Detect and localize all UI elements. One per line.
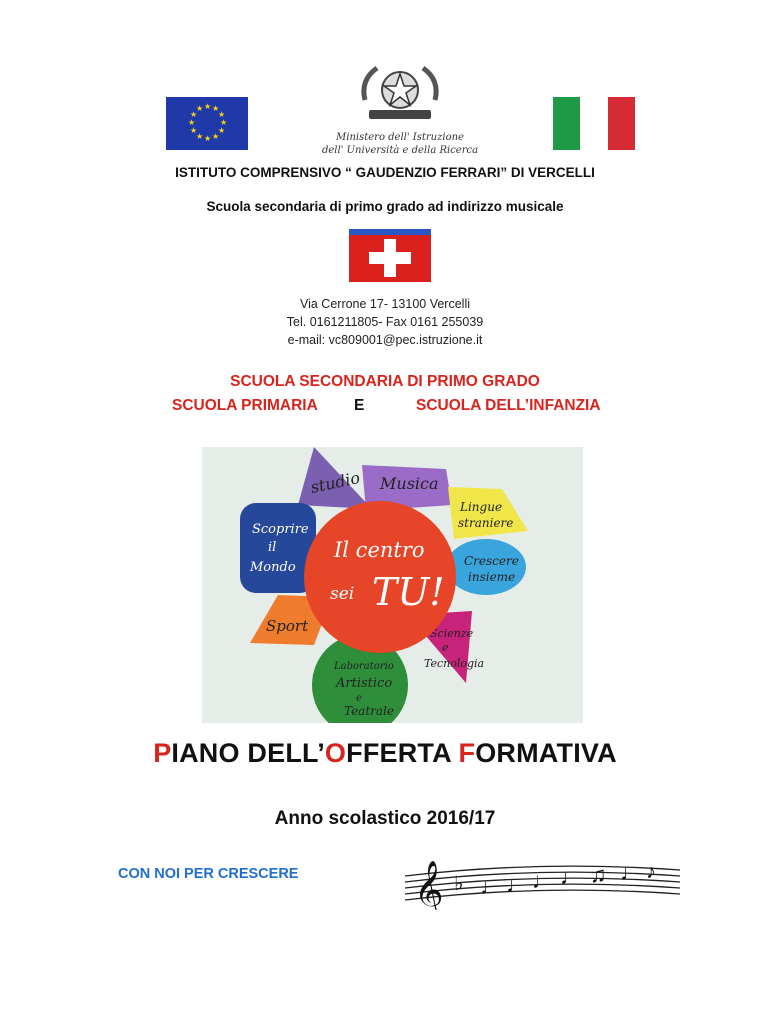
italian-emblem-icon bbox=[355, 60, 445, 126]
ministry-emblem bbox=[320, 60, 480, 160]
svg-text:𝄞: 𝄞 bbox=[414, 860, 444, 910]
label-center-sei: sei bbox=[330, 584, 355, 604]
title-letter-f: F bbox=[458, 738, 476, 768]
ministry-line-1: Ministero dell' Istruzione bbox=[336, 132, 464, 143]
title-letter-o: O bbox=[324, 738, 347, 768]
svg-text:★: ★ bbox=[188, 118, 196, 127]
collage-illustration bbox=[202, 447, 583, 723]
label-studio: studio bbox=[308, 467, 362, 497]
title-part-1: IANO DELL’ bbox=[171, 738, 325, 768]
label-scoprire-3: Mondo bbox=[250, 560, 296, 575]
label-sport: Sport bbox=[266, 617, 309, 635]
school-conjunction: E bbox=[354, 397, 365, 414]
document-title bbox=[0, 738, 770, 769]
label-crescere-1: Crescere bbox=[464, 554, 519, 568]
regional-flag-logo bbox=[349, 229, 431, 282]
title-letter-p: P bbox=[153, 738, 172, 768]
institute-name: ISTITUTO COMPRENSIVO “ GAUDENZIO FERRARI” DI VERCELLI bbox=[175, 165, 595, 180]
title-part-2: FFERTA bbox=[346, 738, 459, 768]
label-lingue-2: straniere bbox=[458, 516, 514, 530]
svg-text:♩: ♩ bbox=[532, 868, 554, 893]
svg-text:★: ★ bbox=[190, 110, 198, 119]
label-musica: Musica bbox=[380, 474, 439, 493]
school-secondary: SCUOLA SECONDARIA DI PRIMO GRADO bbox=[230, 373, 540, 390]
eu-flag-logo bbox=[166, 97, 248, 150]
svg-text:★: ★ bbox=[220, 118, 228, 127]
svg-text:★: ★ bbox=[190, 126, 198, 135]
school-primary: SCUOLA PRIMARIA bbox=[172, 397, 318, 414]
label-center-tu: TU! bbox=[372, 570, 445, 614]
ministry-line-2: dell' Università e della Ricerca bbox=[321, 145, 479, 156]
address-email: e-mail: vc809001@pec.istruzione.it bbox=[287, 333, 483, 347]
svg-text:♭: ♭ bbox=[454, 873, 464, 895]
label-laboratorio-4: Teatrale bbox=[344, 704, 394, 718]
svg-text:★: ★ bbox=[212, 132, 220, 141]
svg-text:♩: ♩ bbox=[560, 864, 582, 889]
address-street: Via Cerrone 17- 13100 Vercelli bbox=[299, 297, 470, 311]
label-laboratorio-1: Laboratorio bbox=[334, 661, 394, 672]
italian-flag-logo bbox=[553, 97, 635, 150]
title-part-3: ORMATIVA bbox=[475, 738, 617, 768]
label-scoprire-1: Scoprire bbox=[252, 522, 309, 537]
label-laboratorio-3: e bbox=[356, 693, 362, 704]
svg-text:♩: ♩ bbox=[506, 872, 528, 897]
svg-text:★: ★ bbox=[196, 104, 204, 113]
label-scienze-2: e bbox=[442, 641, 449, 654]
svg-text:★: ★ bbox=[212, 104, 220, 113]
address-phone: Tel. 0161211805- Fax 0161 255039 bbox=[286, 315, 484, 329]
svg-text:★: ★ bbox=[218, 126, 226, 135]
label-crescere-2: insieme bbox=[468, 570, 516, 584]
label-laboratorio-2: Artistico bbox=[336, 676, 393, 691]
svg-text:★: ★ bbox=[196, 132, 204, 141]
svg-text:♫: ♫ bbox=[590, 862, 607, 887]
label-scoprire-2: il bbox=[268, 540, 277, 555]
school-year: Anno scolastico 2016/17 bbox=[274, 808, 496, 829]
svg-text:♩: ♩ bbox=[480, 874, 502, 899]
svg-text:★: ★ bbox=[204, 102, 212, 111]
motto-text: CON NOI PER CRESCERE bbox=[118, 866, 299, 882]
svg-text:♪: ♪ bbox=[646, 861, 656, 883]
label-scienze-3: Tecnologia bbox=[424, 657, 485, 670]
label-scienze-1: Scienze bbox=[430, 627, 474, 640]
label-center-1: Il centro bbox=[334, 538, 425, 562]
music-staff-icon bbox=[400, 850, 685, 910]
school-infancy: SCUOLA DELL’INFANZIA bbox=[416, 397, 601, 414]
svg-text:★: ★ bbox=[204, 134, 212, 143]
institute-subtitle: Scuola secondaria di primo grado ad indirizzo musicale bbox=[206, 199, 564, 214]
svg-text:★: ★ bbox=[218, 110, 226, 119]
svg-text:♩: ♩ bbox=[620, 860, 642, 885]
label-lingue-1: Lingue bbox=[460, 500, 503, 514]
